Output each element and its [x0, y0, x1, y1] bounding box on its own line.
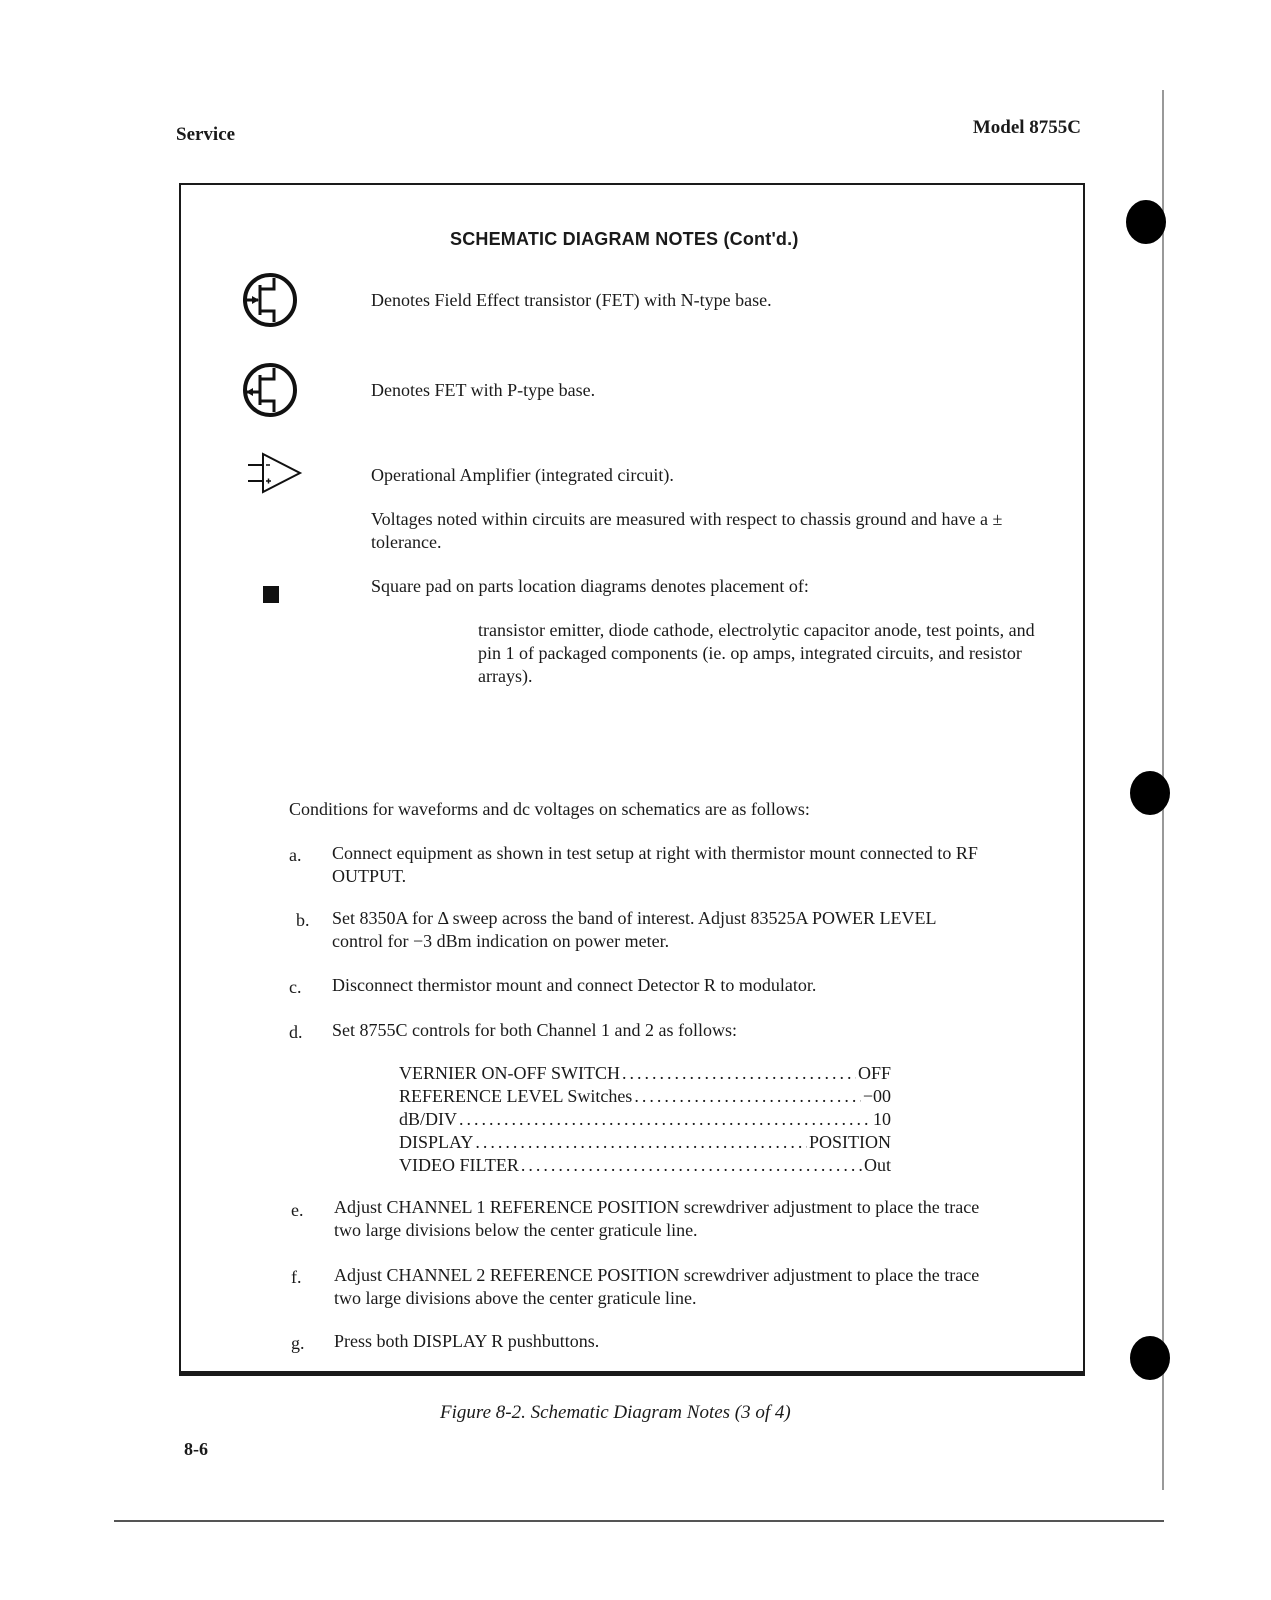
settings-row	[399, 1085, 891, 1108]
step-letter: e.	[291, 1200, 304, 1220]
settings-row	[399, 1154, 891, 1177]
figure-caption: Figure 8-2. Schematic Diagram Notes (3 of 4)	[440, 1402, 791, 1423]
step-letter: c.	[289, 977, 302, 997]
setting-value: Out	[864, 1155, 891, 1175]
step-letter: a.	[289, 845, 302, 865]
step-letter: b.	[296, 910, 310, 930]
step-text: Connect equipment as shown in test setup at right with thermistor mount connected to RF OUTPUT.	[332, 843, 978, 886]
symbol-note-fet-p: Denotes FET with P-type base.	[371, 380, 596, 400]
setting-value: −00	[862, 1086, 891, 1106]
step-letter: g.	[291, 1333, 305, 1353]
page-number: 8-6	[184, 1439, 208, 1459]
step-letter: f.	[291, 1267, 302, 1287]
punch-hole	[1130, 1336, 1170, 1380]
step-text: Press both DISPLAY R pushbuttons.	[334, 1331, 600, 1351]
op-amp-icon	[246, 450, 304, 496]
setting-label: DISPLAY	[399, 1132, 474, 1152]
step-text: Set 8350A for Δ sweep across the band of interest. Adjust 83525A POWER LEVEL control for −3 dBm indication on power meter.	[332, 908, 936, 951]
setting-label: dB/DIV	[399, 1109, 457, 1129]
step-text: Adjust CHANNEL 1 REFERENCE POSITION screwdriver adjustment to place the trace two large divisions below the center graticule line.	[334, 1197, 980, 1240]
settings-row	[399, 1131, 891, 1154]
setting-label: REFERENCE LEVEL Switches	[399, 1086, 633, 1106]
setting-value: 10	[873, 1109, 891, 1129]
notes-box	[179, 183, 1085, 1373]
settings-row	[399, 1108, 891, 1131]
symbol-note-fet-n: Denotes Field Effect transistor (FET) with N-type base.	[371, 290, 772, 310]
punch-hole	[1130, 771, 1170, 815]
setting-label: VIDEO FILTER	[399, 1155, 519, 1175]
settings-list	[399, 1062, 891, 1177]
section-header: Service	[176, 124, 236, 145]
step-text: Adjust CHANNEL 2 REFERENCE POSITION screwdriver adjustment to place the trace two large divisions above the center graticule line.	[334, 1265, 980, 1308]
notes-title: SCHEMATIC DIAGRAM NOTES (Cont'd.)	[450, 229, 799, 249]
fet-p-type-icon	[240, 361, 298, 419]
square-pad-detail: transistor emitter, diode cathode, electrolytic capacitor anode, test points, and pin 1 of packaged components (ie. op amps, integrated circuits, and resistor arrays).	[478, 620, 1035, 686]
settings-row	[399, 1062, 891, 1085]
punch-hole	[1126, 200, 1166, 244]
step-letter: d.	[289, 1022, 303, 1042]
step-text: Disconnect thermistor mount and connect Detector R to modulator.	[332, 975, 817, 995]
step-text: Set 8755C controls for both Channel 1 and 2 as follows:	[332, 1020, 737, 1040]
setting-value: POSITION	[808, 1132, 891, 1152]
square-pad-icon	[263, 586, 279, 603]
voltage-note: Voltages noted within circuits are measured with respect to chassis ground and have a ± tolerance.	[371, 509, 1003, 552]
setting-value: OFF	[857, 1063, 891, 1083]
conditions-intro: Conditions for waveforms and dc voltages on schematics are as follows:	[289, 799, 810, 819]
model-header: Model 8755C	[972, 117, 1081, 138]
bottom-rule	[114, 1520, 1164, 1522]
setting-label: VERNIER ON-OFF SWITCH	[399, 1063, 621, 1083]
fet-n-type-icon	[240, 271, 298, 329]
square-pad-note: Square pad on parts location diagrams denotes placement of:	[371, 576, 809, 596]
symbol-note-op-amp: Operational Amplifier (integrated circuit).	[371, 465, 674, 485]
